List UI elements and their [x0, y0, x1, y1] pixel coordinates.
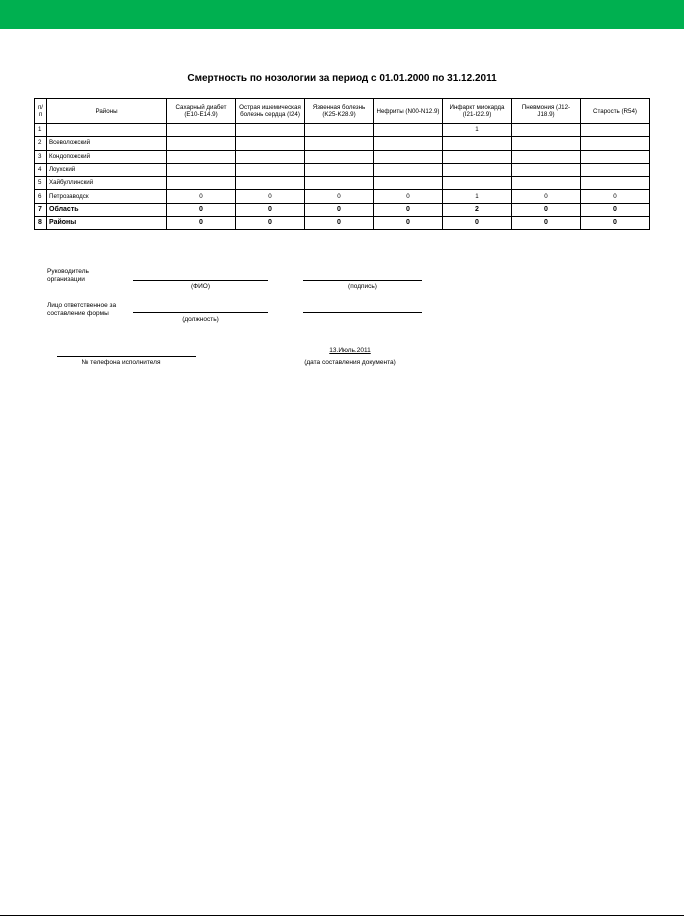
date-caption: (дата составления документа) — [304, 359, 396, 366]
cell-value — [305, 124, 374, 137]
position-line — [133, 312, 268, 313]
signature-caption: (подпись) — [348, 283, 377, 290]
cell-value — [167, 137, 236, 150]
cell-value: 0 — [167, 190, 236, 203]
cell-value — [167, 177, 236, 190]
row-number: 5 — [35, 177, 47, 190]
table-header-row — [35, 99, 650, 124]
top-accent-bar — [0, 0, 684, 29]
cell-value — [236, 163, 305, 176]
cell-value — [581, 150, 650, 163]
cell-value: 0 — [305, 217, 374, 230]
cell-value: 1 — [443, 190, 512, 203]
cell-value — [236, 137, 305, 150]
page-title: Смертность по нозологии за период с 01.01.2000 по 31.12.2011 — [187, 73, 497, 84]
row-district: Лоухский — [47, 163, 167, 176]
cell-value — [305, 163, 374, 176]
table-row — [35, 124, 650, 137]
cell-value — [512, 137, 581, 150]
row-number: 4 — [35, 163, 47, 176]
row-number: 6 — [35, 190, 47, 203]
row-district: Районы — [47, 217, 167, 230]
cell-value — [374, 124, 443, 137]
row-number: 8 — [35, 217, 47, 230]
header-pneumonia: Пневмония (J12-J18.9) — [512, 99, 581, 124]
cell-value: 0 — [512, 203, 581, 216]
document-date: 13.Июль.2011 — [329, 347, 371, 354]
header-ischemic: Острая ишемическая болезнь сердца (I24) — [236, 99, 305, 124]
row-district: Петрозаводск — [47, 190, 167, 203]
header-old-age: Старость (R54) — [581, 99, 650, 124]
cell-value — [512, 163, 581, 176]
cell-value — [167, 150, 236, 163]
cell-value: 0 — [581, 203, 650, 216]
cell-value — [167, 163, 236, 176]
row-district: Всеволожский — [47, 137, 167, 150]
cell-value: 0 — [374, 190, 443, 203]
header-index: п/п — [35, 99, 47, 124]
row-number: 2 — [35, 137, 47, 150]
cell-value: 0 — [512, 217, 581, 230]
responsible-signature-line — [303, 312, 422, 313]
row-district: Область — [47, 203, 167, 216]
mortality-table — [34, 98, 650, 230]
cell-value: 0 — [236, 217, 305, 230]
row-district: Кондопожский — [47, 150, 167, 163]
signature-line — [303, 280, 422, 281]
cell-value — [581, 177, 650, 190]
header-diabetes: Сахарный диабет (E10-E14.9) — [167, 99, 236, 124]
header-infarction: Инфаркт миокарда (I21-I22.9) — [443, 99, 512, 124]
cell-value: 0 — [305, 190, 374, 203]
cell-value: 0 — [236, 203, 305, 216]
table-row-total-region — [35, 203, 650, 216]
cell-value: 0 — [443, 217, 512, 230]
cell-value — [443, 137, 512, 150]
cell-value: 0 — [581, 190, 650, 203]
cell-value: 0 — [305, 203, 374, 216]
cell-value — [167, 124, 236, 137]
cell-value: 0 — [236, 190, 305, 203]
cell-value — [374, 137, 443, 150]
cell-value — [305, 137, 374, 150]
table-row — [35, 150, 650, 163]
phone-line — [57, 356, 196, 357]
cell-value — [236, 177, 305, 190]
cell-value — [581, 163, 650, 176]
header-nephritis: Нефриты (N00-N12.9) — [374, 99, 443, 124]
head-label: Руководитель организации — [47, 268, 89, 283]
table-row — [35, 190, 650, 203]
row-number: 3 — [35, 150, 47, 163]
responsible-label: Лицо ответственное за составление формы — [47, 302, 117, 317]
cell-value: 0 — [512, 190, 581, 203]
table-row — [35, 163, 650, 176]
cell-value: 0 — [374, 203, 443, 216]
table-row-total-districts — [35, 217, 650, 230]
cell-value — [305, 177, 374, 190]
row-district — [47, 124, 167, 137]
cell-value — [443, 150, 512, 163]
header-ulcer: Язвенная болезнь (K25-K28.9) — [305, 99, 374, 124]
table-row — [35, 177, 650, 190]
phone-caption: № телефона исполнителя — [81, 359, 161, 366]
cell-value — [581, 124, 650, 137]
row-number: 7 — [35, 203, 47, 216]
fio-line — [133, 280, 268, 281]
position-caption: (должность) — [182, 316, 219, 323]
cell-value — [236, 150, 305, 163]
cell-value — [581, 137, 650, 150]
cell-value — [443, 163, 512, 176]
cell-value: 0 — [167, 217, 236, 230]
row-number: 1 — [35, 124, 47, 137]
cell-value — [374, 177, 443, 190]
cell-value: 2 — [443, 203, 512, 216]
cell-value — [443, 177, 512, 190]
table-row — [35, 137, 650, 150]
cell-value: 0 — [167, 203, 236, 216]
bottom-border — [0, 915, 684, 916]
cell-value — [374, 163, 443, 176]
cell-value — [236, 124, 305, 137]
cell-value — [512, 177, 581, 190]
cell-value — [512, 124, 581, 137]
cell-value — [305, 150, 374, 163]
row-district: Хайбуллинский — [47, 177, 167, 190]
cell-value: 0 — [581, 217, 650, 230]
cell-value — [512, 150, 581, 163]
header-district: Районы — [47, 99, 167, 124]
cell-value: 0 — [374, 217, 443, 230]
cell-value — [374, 150, 443, 163]
fio-caption: (ФИО) — [191, 283, 210, 290]
cell-value: 1 — [443, 124, 512, 137]
